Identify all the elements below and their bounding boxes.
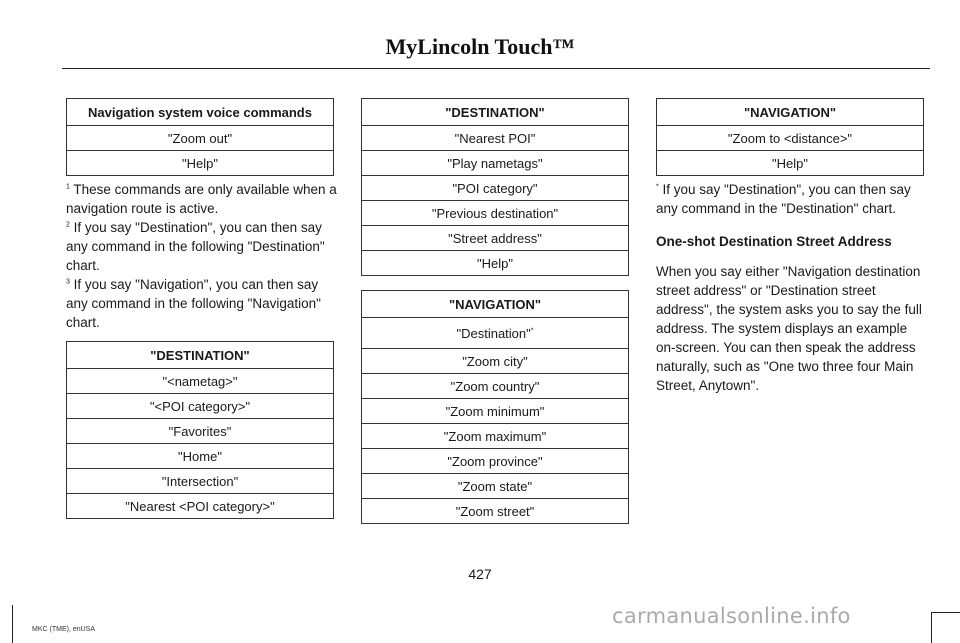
table-row: "Previous destination" — [362, 201, 629, 226]
crop-mark-right — [931, 612, 932, 643]
table-row: "Play nametags" — [362, 151, 629, 176]
crop-mark-left — [12, 605, 13, 643]
table-row: "Zoom state" — [362, 474, 629, 499]
crop-mark-right-h — [931, 612, 960, 613]
table-row: "Help" — [362, 251, 629, 276]
nav-voice-commands-table — [66, 98, 334, 176]
footnote-2: $^2$ If you say "Destination", you can then say any command in the following "Destination" chart. — [66, 220, 325, 273]
table-row: "Zoom maximum" — [362, 424, 629, 449]
destination-table-2 — [361, 98, 629, 276]
footnote-1: $^1$ These commands are only available when a navigation route is active. — [66, 182, 337, 216]
table-row: "Street address" — [362, 226, 629, 251]
table-row: "Home" — [67, 444, 334, 469]
table-row: "Zoom city" — [362, 349, 629, 374]
table-header: Navigation system voice commands — [67, 99, 334, 126]
table-header: "DESTINATION" — [67, 342, 334, 369]
footnote-3: $^3$ If you say "Navigation", you can then say any command in the following "Navigation" chart. — [66, 277, 321, 330]
table-row: "Nearest POI" — [362, 126, 629, 151]
page-title: MyLincoln Touch™ — [385, 34, 575, 59]
table-row: "Favorites" — [67, 419, 334, 444]
table-row: "Zoom street" — [362, 499, 629, 524]
section-paragraph: When you say either "Navigation destination street address" or "Destination street address", the system asks you to say the full address. The system displays an example on-screen. You can then speak the address naturally, such as "One two three four Main Street, Anytown". — [656, 264, 922, 393]
table-row: "Zoom to <distance>" — [657, 126, 924, 151]
table-row: "Zoom minimum" — [362, 399, 629, 424]
navigation-table-2 — [656, 98, 924, 176]
destination-table-1 — [66, 341, 334, 519]
table-header: "NAVIGATION" — [657, 99, 924, 126]
header-divider — [62, 68, 930, 69]
navigation-table-1 — [361, 290, 629, 524]
table-row: "Intersection" — [67, 469, 334, 494]
right-column-text — [656, 180, 928, 395]
footnotes — [66, 180, 338, 332]
table-row: "Zoom province" — [362, 449, 629, 474]
page-number: 427 — [468, 566, 492, 582]
section-heading: One-shot Destination Street Address — [656, 234, 892, 249]
table-row: "<POI category>" — [67, 394, 334, 419]
footnote-destination: * If you say "Destination", you can then say any command in the "Destination" chart. — [656, 182, 911, 216]
table-row: "POI category" — [362, 176, 629, 201]
table-row: "Nearest <POI category>" — [67, 494, 334, 519]
table-row: "Help" — [67, 151, 334, 176]
watermark: carmanualsonline.info — [612, 604, 851, 628]
table-row: "Zoom country" — [362, 374, 629, 399]
table-header: "DESTINATION" — [362, 99, 629, 126]
table-row: "Help" — [657, 151, 924, 176]
table-header: "NAVIGATION" — [362, 291, 629, 318]
table-row: "Destination"* — [362, 318, 629, 349]
footer-note: MKC (TME), enUSA — [32, 626, 96, 633]
table-row: "Zoom out" — [67, 126, 334, 151]
table-row: "<nametag>" — [67, 369, 334, 394]
